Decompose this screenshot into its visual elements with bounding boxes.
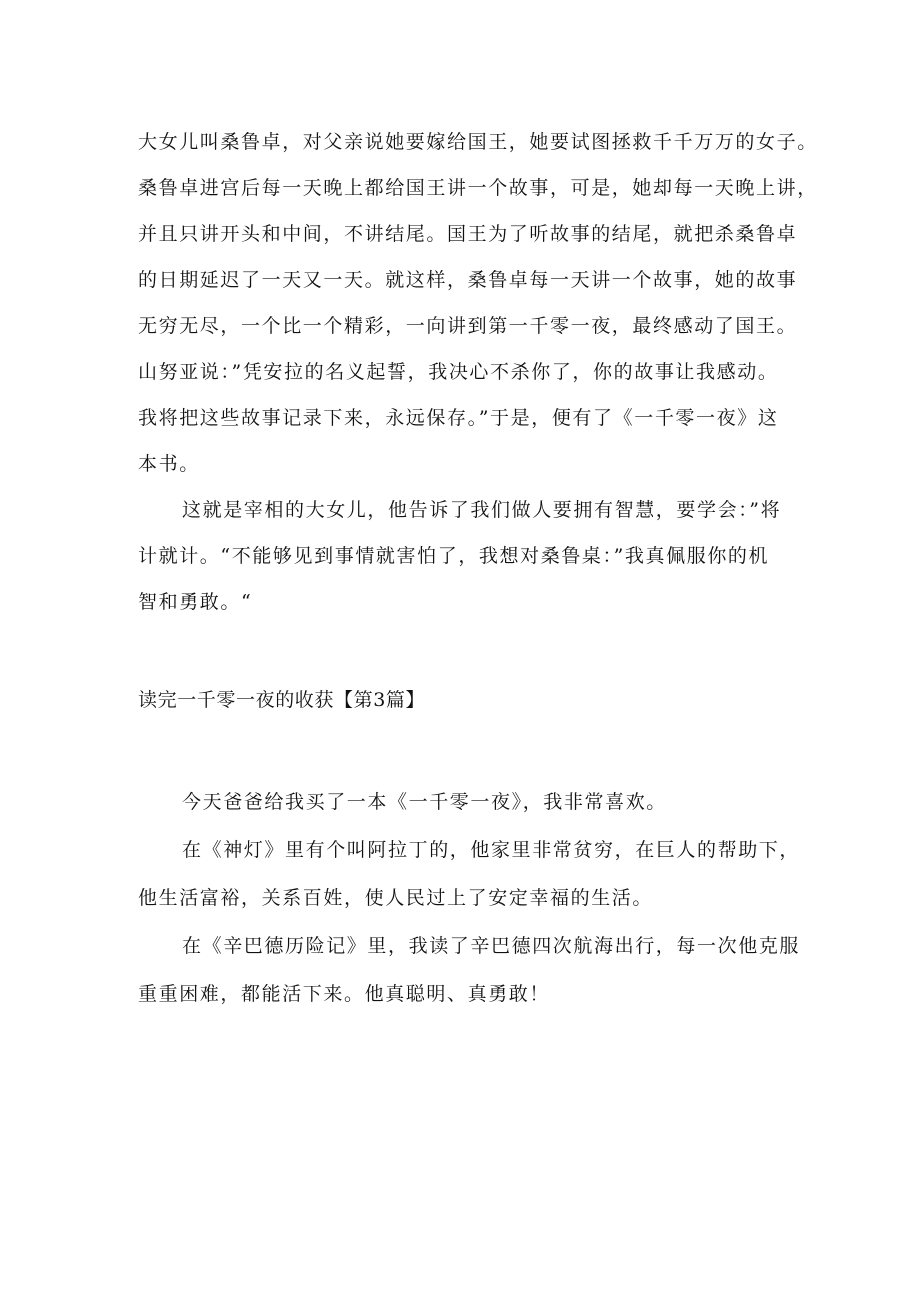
- text-line: 智和勇敢。“: [138, 591, 253, 613]
- paragraph-line: 重重困难，都能活下来。他真聪明、真勇敢！: [138, 983, 551, 1005]
- text-line: 山努亚说：”凭安拉的名义起誓，我决心不杀你了，你的故事让我感动。: [138, 361, 779, 383]
- text-line: 本书。: [138, 453, 200, 475]
- text-line: 我将把这些故事记录下来，永远保存。”于是，便有了《一千零一夜》这: [138, 407, 779, 429]
- text-line: 桑鲁卓进宫后每一天晚上都给国王讲一个故事，可是，她却每一天晚上讲，: [138, 177, 818, 199]
- text-line: 这就是宰相的大女儿，他告诉了我们做人要拥有智慧，要学会：”将: [182, 499, 782, 521]
- paragraph-line: 在《神灯》里有个叫阿拉丁的，他家里非常贫穷，在巨人的帮助下，: [182, 839, 801, 861]
- paragraph-line: 今天爸爸给我买了一本《一千零一夜》，我非常喜欢。: [182, 791, 667, 813]
- text-line: 的日期延迟了一天又一天。就这样，桑鲁卓每一天讲一个故事，她的故事: [138, 269, 798, 291]
- text-line: 大女儿叫桑鲁卓，对父亲说她要嫁给国王，她要试图拯救千千万万的女子。: [138, 131, 818, 153]
- text-line: 计就计。“不能够见到事情就害怕了，我想对桑鲁桌：”我真佩服你的机: [138, 545, 770, 567]
- paragraph-line: 在《辛巴德历险记》里，我读了辛巴德四次航海出行，每一次他克服: [182, 935, 801, 957]
- section-heading: 读完一千零一夜的收获【第3篇】: [138, 689, 426, 711]
- paragraph-line: 他生活富裕，关系百姓，使人民过上了安定幸福的生活。: [138, 887, 654, 909]
- text-line: 并且只讲开头和中间，不讲结尾。国王为了听故事的结尾，就把杀桑鲁卓: [138, 223, 798, 245]
- text-line: 无穷无尽，一个比一个精彩，一向讲到第一千零一夜，最终感动了国王。: [138, 315, 798, 337]
